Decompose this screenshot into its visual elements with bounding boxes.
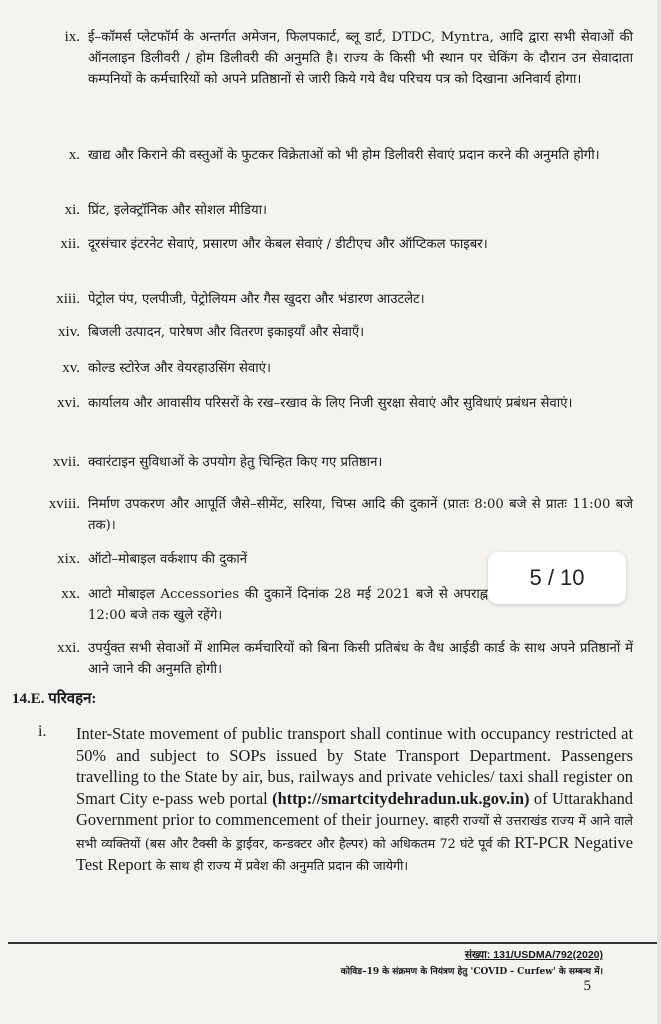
item-number: xiv. — [58, 324, 80, 340]
footer-divider — [8, 942, 658, 944]
page-number: 5 — [583, 978, 591, 994]
item-number: xiii. — [56, 291, 80, 307]
item-number: ix. — [64, 29, 80, 45]
transport-paragraph — [76, 723, 633, 877]
item-text: उपर्युक्त सभी सेवाओं में शामिल कर्मचारियों को बिना किसी प्रतिबंध के वैध आईडी कार्ड के साथ अपने प्रतिष्ठानों में आने जाने की अनुमति होगी। — [88, 641, 633, 677]
item-number: xvii. — [52, 454, 80, 470]
transport-text-1: Inter-State movement of public transport shall continue with occupancy restricted at 50% and subject to SOPs issued by State Transport Department. Passengers travelling to the State by air, bus, railways and private vehicles/ taxi shall register on Smart City e-pass web portal — [76, 724, 633, 808]
item-text: कार्यालय और आवासीय परिसरों के रख–रखाव के लिए निजी सुरक्षा सेवाएं और सुविधाएं प्रबंधन सेवाएं। — [88, 396, 573, 411]
item-number: xxi. — [57, 640, 80, 656]
transport-text-2: of Uttarakhand Government prior to commencement of their journey. — [76, 788, 633, 829]
item-text: आटो मोबाइल Accessories की दुकानें दिनांक 28 मई 2021 बजे से अपराह्न 12:00 बजे तक खुले रहेंगे। — [88, 587, 488, 623]
page-counter-badge: 5 / 10 — [488, 552, 626, 604]
item-number: xvi. — [57, 395, 80, 411]
item-number: xi. — [64, 202, 80, 218]
item-number: xii. — [60, 236, 80, 252]
item-text: कोल्ड स्टोरेज और वेयरहाउसिंग सेवाएं। — [88, 361, 271, 376]
item-text: खाद्य और किराने की वस्तुओं के फुटकर विक्रेताओं को भी होम डिलीवरी सेवाएं प्रदान करने की अनुमति होगी। — [88, 148, 600, 163]
page-edge — [657, 0, 661, 1024]
transport-text-3: RT-PCR Negative Test Report — [76, 832, 633, 874]
item-number: xix. — [57, 551, 80, 567]
item-text: क्वारंटाइन सुविधाओं के उपयोग हेतु चिन्हित किए गए प्रतिष्ठान। — [88, 455, 383, 470]
item-text: ई–कॉमर्स प्लेटफॉर्म के अन्तर्गत अमेजन, फिलपकार्ट, ब्लू डार्ट, DTDC, Myntra, आदि द्वारा सभी सेवाओं की ऑनलाइन डिलीवरी / होम डिलीवरी की अनुमति है। राज्य के किसी भी स्थान पर चेकिंग के दौरान उन सेवादाता कम्पनियों के कर्मचारियों को अपने प्रतिष्ठानों से जारी किये गये वैध परिचय पत्र को दिखाना अनिवार्य होगा। — [88, 30, 633, 87]
item-number: xx. — [61, 586, 80, 602]
item-text: बिजली उत्पादन, पारेषण और वितरण इकाइयाँ और सेवाएँ। — [88, 325, 365, 340]
item-text: दूरसंचार इंटरनेट सेवाएं, प्रसारण और केबल सेवाएं / डीटीएच और ऑप्टिकल फाइबर। — [88, 237, 488, 252]
reference-number: संख्या: 131/USDMA/792(2020) — [464, 949, 603, 961]
item-text: पेट्रोल पंप, एलपीजी, पेट्रोलियम और गैस खुदरा और भंडारण आउटलेट। — [88, 292, 425, 307]
item-number: xviii. — [48, 496, 80, 512]
transport-hindi-1: बाहरी राज्यों से उत्तराखंड राज्य में आने वाले सभी व्यक्तियों (बस और टैक्सी के ड्राईवर, कन्डक्टर और हैल्पर) को अधिकतम 72 घंटे पूर्व की — [76, 813, 633, 851]
transport-hindi-2: के साथ ही राज्य में प्रवेश की अनुमति प्रदान की जायेगी। — [155, 858, 409, 873]
item-text: प्रिंट, इलेक्ट्रॉनिक और सोशल मीडिया। — [88, 203, 268, 218]
item-text: निर्माण उपकरण और आपूर्ति जैसे–सीमेंट, सरिया, चिप्स आदि की दुकानें (प्रातः 8:00 बजे से प्रातः 11:00 बजे तक)। — [88, 497, 633, 533]
section-heading: 14.E. परिवहन: — [12, 691, 97, 707]
item-number: i. — [38, 723, 47, 740]
footer-note: कोविड–19 के संक्रमण के नियंत्रण हेतु 'COVID - Curfew' के सम्बन्ध में। — [340, 967, 603, 977]
item-number: x. — [68, 147, 80, 163]
item-number: xv. — [62, 360, 80, 376]
item-text: ऑटो–मोबाइल वर्कशाप की दुकानें — [88, 552, 248, 567]
portal-link[interactable]: (http://smartcitydehradun.uk.gov.in) — [272, 788, 530, 808]
